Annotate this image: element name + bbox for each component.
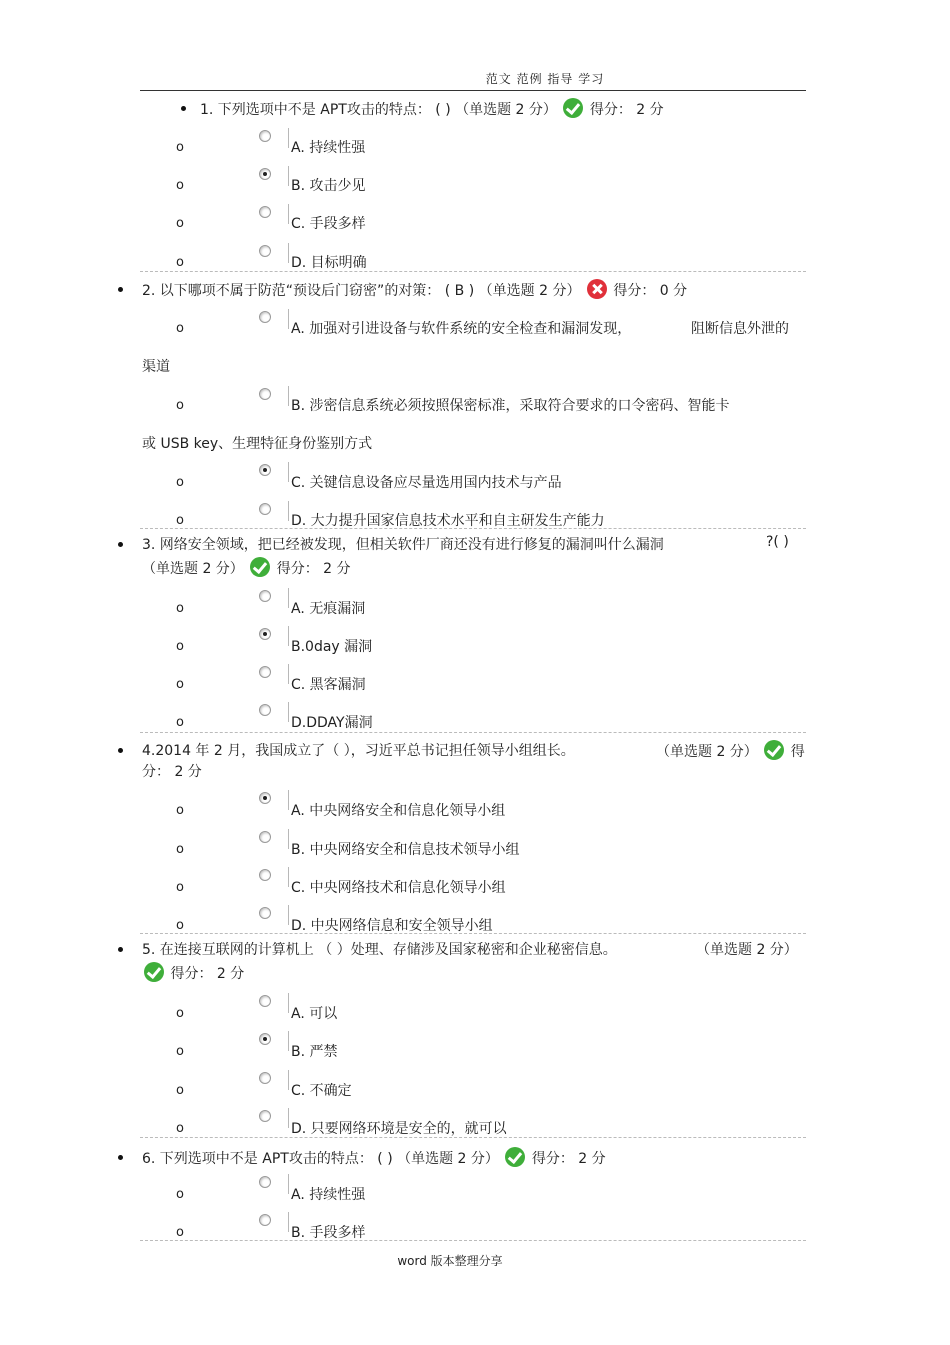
option-label: A. 可以 xyxy=(291,1006,338,1022)
question-1-stem-line xyxy=(200,98,664,119)
radio-option-d[interactable] xyxy=(259,1110,271,1122)
radio-option-d[interactable] xyxy=(259,503,271,515)
question-4-stem-right xyxy=(656,740,805,761)
question-divider xyxy=(140,528,806,529)
radio-option-b[interactable] xyxy=(259,1033,271,1045)
option-divider xyxy=(288,867,289,887)
score-text: 得分： 2 分 xyxy=(589,102,664,118)
option-divider xyxy=(288,1212,289,1232)
option-label: A. 中央网络安全和信息化领导小组 xyxy=(291,803,506,819)
bullet-icon xyxy=(118,287,123,292)
list-marker: o xyxy=(176,398,184,413)
radio-option-b[interactable] xyxy=(259,831,271,843)
question-divider xyxy=(140,933,806,934)
score-text: 得分： 2 分 xyxy=(170,966,245,982)
radio-option-c[interactable] xyxy=(259,1072,271,1084)
question-5-score-line xyxy=(142,962,244,983)
option-label: A. 持续性强 xyxy=(291,140,366,156)
option-label: A. 加强对引进设备与软件系统的安全检查和漏洞发现， xyxy=(291,321,632,337)
question-type: （单选题 2 分） xyxy=(656,744,758,760)
bullet-icon xyxy=(181,106,186,111)
correct-check-icon xyxy=(764,740,784,760)
question-stem: 6. 下列选项中不是 APT攻击的特点： ( ) （单选题 2 分） xyxy=(142,1151,499,1167)
radio-option-a[interactable] xyxy=(259,792,271,804)
radio-option-d[interactable] xyxy=(259,907,271,919)
score-text: 得分： 2 分 xyxy=(531,1151,606,1167)
option-divider xyxy=(288,702,289,722)
option-label: A. 持续性强 xyxy=(291,1187,366,1203)
radio-option-a[interactable] xyxy=(259,995,271,1007)
list-marker: o xyxy=(176,601,184,616)
question-type: （单选题 2 分） xyxy=(696,942,798,958)
header-rule xyxy=(140,90,806,91)
option-label: C. 中央网络技术和信息化领导小组 xyxy=(291,880,506,896)
question-stem-tail: ?( ) xyxy=(766,534,789,550)
list-marker: o xyxy=(176,475,184,490)
list-marker: o xyxy=(176,255,184,270)
option-divider xyxy=(288,1031,289,1051)
question-3-stem-line-2 xyxy=(142,557,351,578)
option-label: D.DDAY漏洞 xyxy=(291,715,373,731)
list-marker: o xyxy=(176,1225,184,1240)
question-type: （单选题 2 分） xyxy=(142,561,244,577)
option-label: B. 攻击少见 xyxy=(291,178,366,194)
page-header: 范文 范例 指导 学习 xyxy=(485,72,605,86)
score-text-part: 得 xyxy=(790,744,805,760)
option-label-wrap: 渠道 xyxy=(142,359,170,375)
radio-option-a[interactable] xyxy=(259,590,271,602)
option-label: D. 目标明确 xyxy=(291,255,367,271)
option-label: B. 中央网络安全和信息技术领导小组 xyxy=(291,842,520,858)
list-marker: o xyxy=(176,803,184,818)
question-6-stem-line xyxy=(142,1147,606,1168)
radio-option-b[interactable] xyxy=(259,168,271,180)
option-label: A. 无痕漏洞 xyxy=(291,601,366,617)
option-divider xyxy=(288,993,289,1013)
radio-option-b[interactable] xyxy=(259,388,271,400)
page-footer: word 版本整理分享 xyxy=(397,1254,503,1268)
score-text: 得分： 2 分 xyxy=(276,561,351,577)
option-divider xyxy=(288,1174,289,1194)
radio-option-a[interactable] xyxy=(259,130,271,142)
radio-option-c[interactable] xyxy=(259,869,271,881)
option-divider xyxy=(288,309,289,329)
option-divider xyxy=(288,501,289,521)
question-stem: 4.2014 年 2 月，我国成立了（ ），习近平总书记担任领导小组组长。 xyxy=(142,743,575,759)
option-divider xyxy=(288,204,289,224)
option-label-wrap: 或 USB key、生理特征身份鉴别方式 xyxy=(142,436,373,452)
list-marker: o xyxy=(176,513,184,528)
option-label: C. 不确定 xyxy=(291,1083,352,1099)
radio-option-a[interactable] xyxy=(259,1176,271,1188)
option-divider xyxy=(288,128,289,148)
option-divider xyxy=(288,1070,289,1090)
question-divider xyxy=(140,732,806,733)
option-divider xyxy=(288,386,289,406)
option-divider xyxy=(288,588,289,608)
radio-option-a[interactable] xyxy=(259,311,271,323)
list-marker: o xyxy=(176,321,184,336)
option-label: D. 大力提升国家信息技术水平和自主研发生产能力 xyxy=(291,513,605,529)
bullet-icon xyxy=(118,542,123,547)
option-divider xyxy=(288,243,289,263)
incorrect-cross-icon xyxy=(587,279,607,299)
bullet-icon xyxy=(118,947,123,952)
bullet-icon xyxy=(118,1155,123,1160)
question-stem: 2. 以下哪项不属于防范“预设后门窃密”的对策： ( B ) （单选题 2 分） xyxy=(142,283,581,299)
option-divider xyxy=(288,829,289,849)
radio-option-c[interactable] xyxy=(259,206,271,218)
list-marker: o xyxy=(176,918,184,933)
option-divider xyxy=(288,166,289,186)
correct-check-icon xyxy=(505,1147,525,1167)
score-text-continued: 分： 2 分 xyxy=(142,764,202,780)
correct-check-icon xyxy=(144,962,164,982)
correct-check-icon xyxy=(250,557,270,577)
radio-option-b[interactable] xyxy=(259,628,271,640)
question-stem: 3. 网络安全领域，把已经被发现，但相关软件厂商还没有进行修复的漏洞叫什么漏洞 xyxy=(142,537,664,553)
option-label: B.0day 漏洞 xyxy=(291,639,373,655)
radio-option-c[interactable] xyxy=(259,666,271,678)
list-marker: o xyxy=(176,677,184,692)
question-divider xyxy=(140,271,806,272)
option-label-continued: 阻断信息外泄的 xyxy=(691,321,789,337)
option-label: B. 涉密信息系统必须按照保密标准，采取符合要求的口令密码、智能卡 xyxy=(291,398,730,414)
radio-option-d[interactable] xyxy=(259,704,271,716)
list-marker: o xyxy=(176,1083,184,1098)
option-divider xyxy=(288,664,289,684)
option-label: B. 手段多样 xyxy=(291,1225,366,1241)
option-label: B. 严禁 xyxy=(291,1044,338,1060)
question-divider xyxy=(140,1137,806,1138)
radio-option-c[interactable] xyxy=(259,464,271,476)
option-label: C. 手段多样 xyxy=(291,216,366,232)
list-marker: o xyxy=(176,639,184,654)
radio-option-d[interactable] xyxy=(259,245,271,257)
list-marker: o xyxy=(176,216,184,231)
list-marker: o xyxy=(176,1121,184,1136)
list-marker: o xyxy=(176,178,184,193)
option-divider xyxy=(288,626,289,646)
option-label: C. 黑客漏洞 xyxy=(291,677,366,693)
list-marker: o xyxy=(176,140,184,155)
question-2-stem-line xyxy=(142,279,687,300)
correct-check-icon xyxy=(563,98,583,118)
radio-option-b[interactable] xyxy=(259,1214,271,1226)
question-stem: 5. 在连接互联网的计算机上 （ ）处理、存储涉及国家秘密和企业秘密信息。 xyxy=(142,942,617,958)
option-label: D. 只要网络环境是安全的，就可以 xyxy=(291,1121,507,1137)
list-marker: o xyxy=(176,1006,184,1021)
list-marker: o xyxy=(176,842,184,857)
bullet-icon xyxy=(118,748,123,753)
list-marker: o xyxy=(176,1187,184,1202)
list-marker: o xyxy=(176,880,184,895)
option-divider xyxy=(288,790,289,810)
option-divider xyxy=(288,905,289,925)
question-divider xyxy=(140,1240,806,1241)
option-divider xyxy=(288,1108,289,1128)
option-label: C. 关键信息设备应尽量选用国内技术与产品 xyxy=(291,475,562,491)
list-marker: o xyxy=(176,715,184,730)
question-stem: 1. 下列选项中不是 APT攻击的特点： ( ) （单选题 2 分） xyxy=(200,102,557,118)
list-marker: o xyxy=(176,1044,184,1059)
option-label: D. 中央网络信息和安全领导小组 xyxy=(291,918,493,934)
option-divider xyxy=(288,462,289,482)
score-text: 得分： 0 分 xyxy=(613,283,688,299)
